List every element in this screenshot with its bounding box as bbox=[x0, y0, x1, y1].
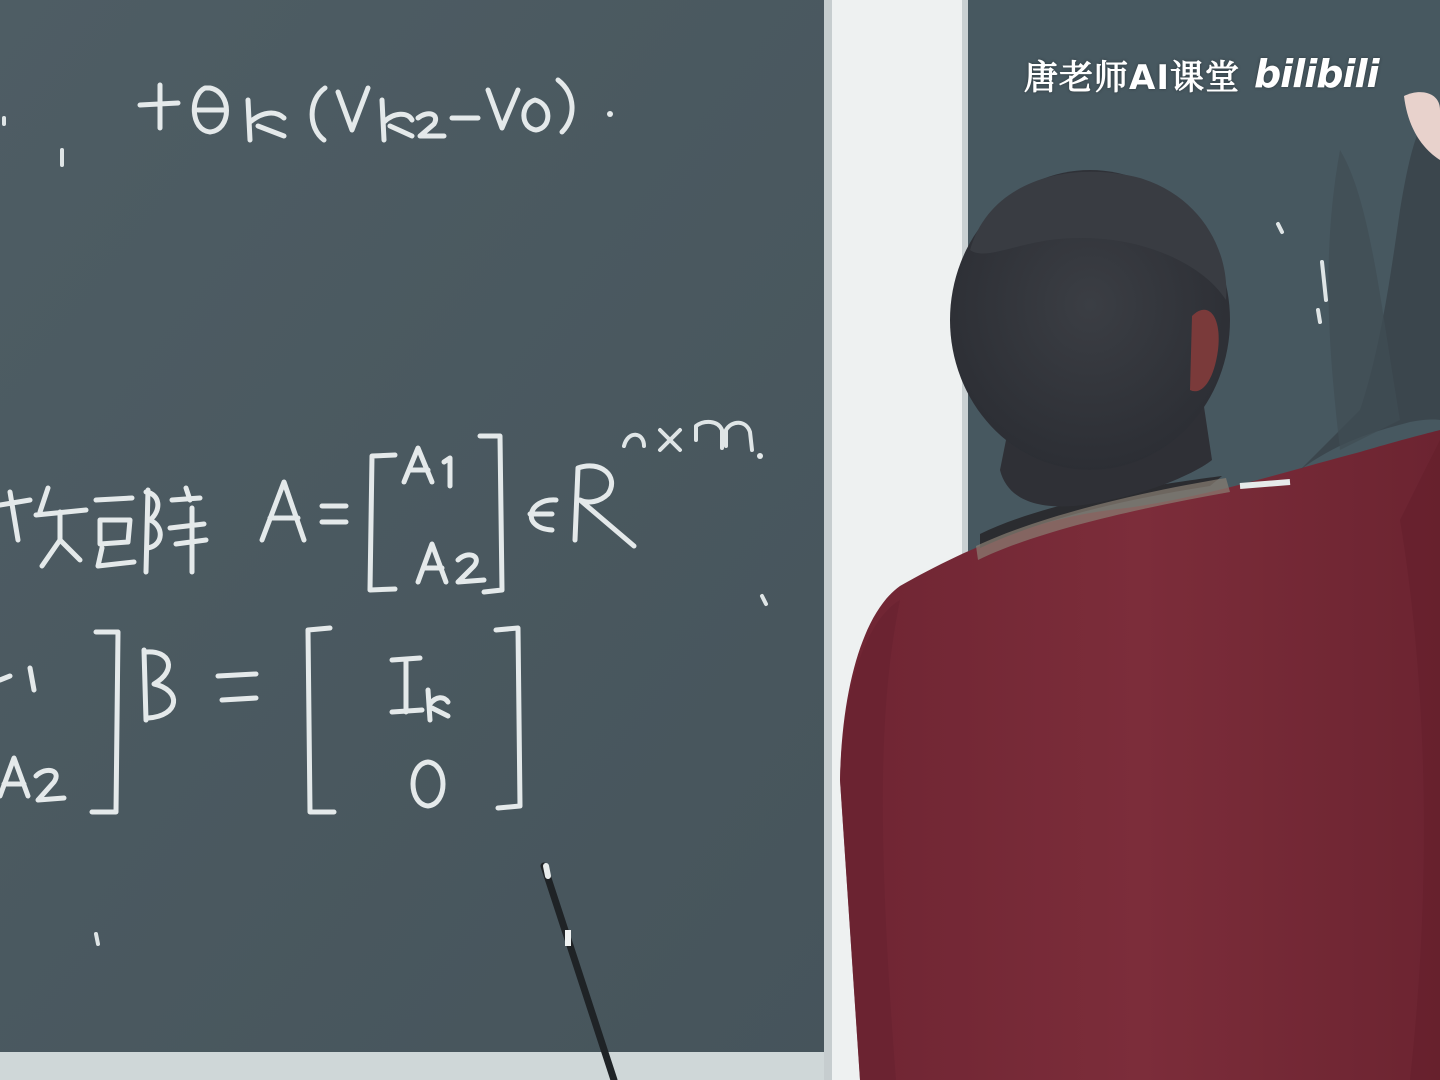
watermark bbox=[1024, 52, 1379, 96]
board-tray bbox=[0, 1052, 834, 1080]
bilibili-logo: bilibili bbox=[1253, 52, 1379, 96]
channel-name: 唐老师AI课堂 bbox=[1024, 57, 1240, 98]
